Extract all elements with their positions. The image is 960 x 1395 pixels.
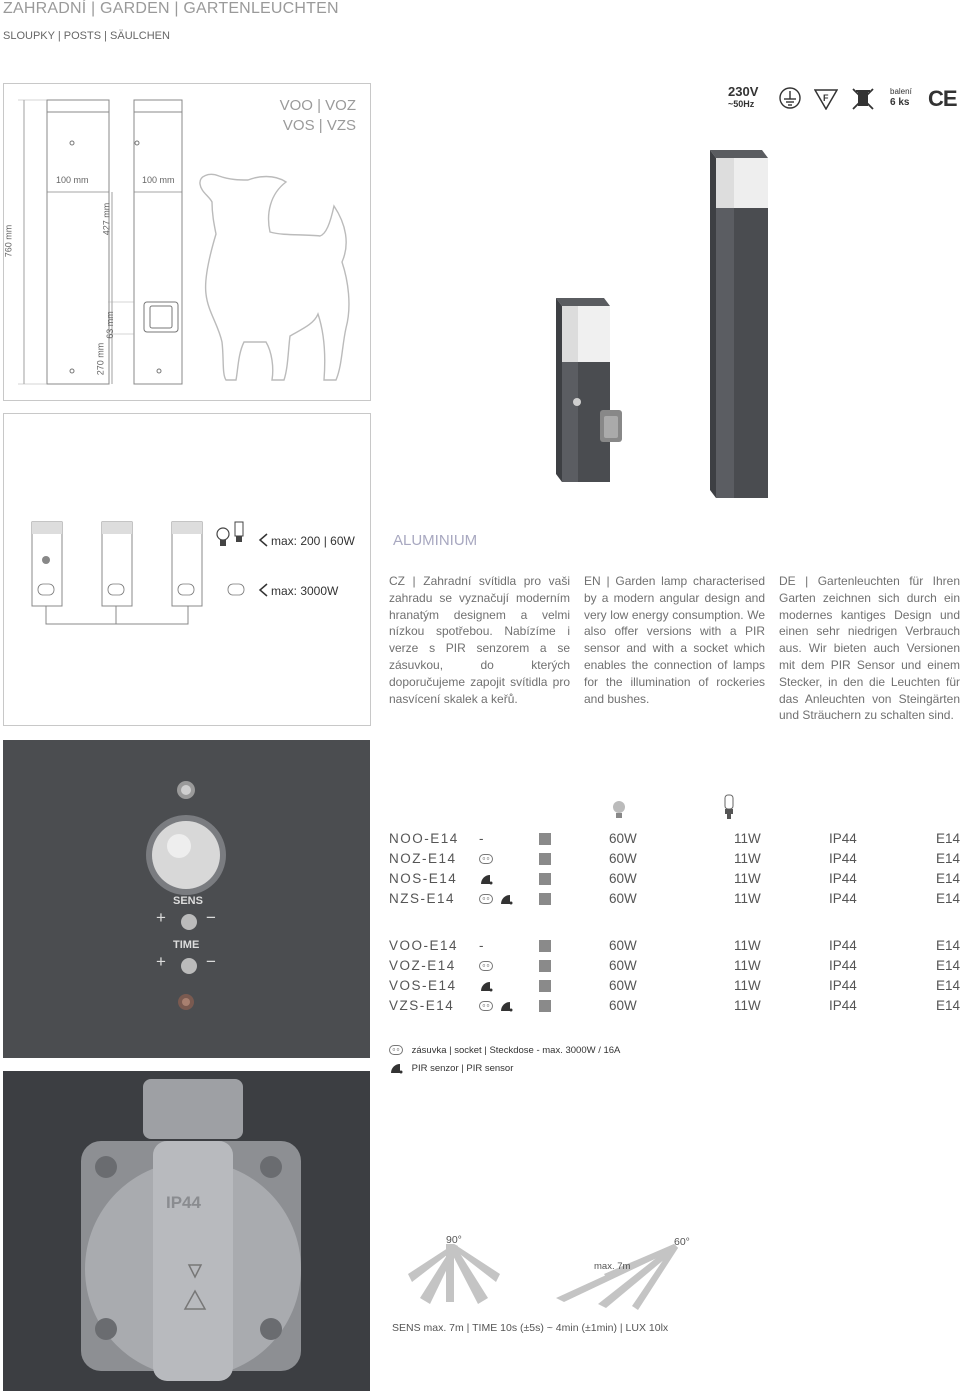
color-swatch <box>539 848 609 868</box>
dim-width-2: 100 mm <box>142 175 175 185</box>
pir-icon <box>479 873 493 885</box>
dim-height-total: 760 mm <box>3 224 14 258</box>
color-swatch <box>539 935 609 955</box>
svg-text:F: F <box>823 93 829 103</box>
color-swatch <box>539 888 609 908</box>
dimension-drawing <box>4 84 369 399</box>
pir-spec: SENS max. 7m | TIME 10s (±5s) ~ 4min (±1min) | LUX 10lx <box>392 1322 669 1334</box>
package-label: balení 6 ks <box>890 87 912 108</box>
socket-ip-label: IP44 <box>166 1193 201 1212</box>
color-swatch <box>539 995 609 1015</box>
finish-swatch <box>539 873 551 885</box>
option-icons: - <box>479 937 484 953</box>
description-en: EN | Garden lamp characterised by a modern angular design and very low energy consumption. We also offer versions with a PIR sensor and with a socket which enables the connection of lamps for the illumination of rockeries and bushes. <box>584 574 765 706</box>
f-mark-icon <box>814 88 838 110</box>
lamp-base: E14 <box>935 850 960 866</box>
color-swatch <box>539 828 609 848</box>
dim-width-1: 100 mm <box>56 175 89 185</box>
table-row <box>389 955 960 975</box>
max-bulb-label: max: 200 | 60W <box>271 534 355 548</box>
bulb-watt: 60W <box>609 850 637 866</box>
cfl-watt: 11W <box>734 890 761 906</box>
bulb-watt: 60W <box>609 870 637 886</box>
bulb-watt: 60W <box>609 830 637 846</box>
legend-socket: o o zásuvka | socket | Steckdose - max. 3000W / 16A <box>389 1045 620 1056</box>
table-row <box>389 995 960 1015</box>
sens-minus: − <box>206 908 216 927</box>
option-icons <box>479 848 539 868</box>
sens-label: SENS <box>173 895 203 907</box>
lamp-base: E14 <box>935 997 960 1013</box>
pir-icon <box>499 893 513 905</box>
model-code: NOS-E14 <box>389 870 458 886</box>
table-row <box>389 888 960 908</box>
lamp-base: E14 <box>935 957 960 973</box>
finish-swatch <box>539 960 551 972</box>
cfl-watt: 11W <box>734 870 761 886</box>
socket-icon: o o <box>479 894 493 904</box>
finish-swatch <box>539 940 551 952</box>
table-row <box>389 975 960 995</box>
color-swatch <box>539 955 609 975</box>
model-code: NOO-E14 <box>389 830 459 846</box>
ground-icon <box>778 86 802 110</box>
socket-icon: o o <box>479 1001 493 1011</box>
pir-icon <box>389 1062 403 1074</box>
sensor-photo <box>3 740 370 1058</box>
cfl-watt: 11W <box>734 850 761 866</box>
ip-rating: IP44 <box>829 957 857 973</box>
material-label: ALUMINIUM <box>393 532 478 549</box>
model-code: NOZ-E14 <box>389 850 457 866</box>
sens-plus: + <box>156 908 166 927</box>
bulb-column-icon <box>611 800 627 820</box>
table-row <box>389 848 960 868</box>
color-swatch <box>539 975 609 995</box>
wiring-box <box>3 413 371 726</box>
lamp-base: E14 <box>935 977 960 993</box>
dim-height-mid: 427 mm <box>101 202 112 236</box>
model-code: NZS-E14 <box>389 890 456 906</box>
cfl-watt: 11W <box>734 937 761 953</box>
finish-swatch <box>539 833 551 845</box>
ip-rating: IP44 <box>829 937 857 953</box>
socket-icon: o o <box>479 854 493 864</box>
spec-table-1 <box>389 828 960 908</box>
pir-angle-2: 60° <box>674 1236 690 1248</box>
max-socket-label: max: 3000W <box>271 584 339 598</box>
voltage-label: 230V ~50Hz <box>728 84 759 109</box>
page-title: ZAHRADNÍ | GARDEN | GARTENLEUCHTEN <box>3 0 339 17</box>
cfl-watt: 11W <box>734 977 761 993</box>
table-row <box>389 935 960 955</box>
wiring-diagram <box>4 414 369 724</box>
model-code: VZS-E14 <box>389 997 455 1013</box>
ip-rating: IP44 <box>829 997 857 1013</box>
time-label: TIME <box>173 939 200 951</box>
ip-rating: IP44 <box>829 977 857 993</box>
lamp-base: E14 <box>935 890 960 906</box>
ip-rating: IP44 <box>829 870 857 886</box>
time-minus: − <box>206 952 216 971</box>
socket-photo <box>3 1071 370 1391</box>
model-names: VOO | VOZ VOS | VZS <box>279 97 356 134</box>
cfl-watt: 11W <box>734 830 761 846</box>
pir-icon <box>499 1000 513 1012</box>
ce-mark: CE <box>928 86 957 111</box>
time-plus: + <box>156 952 166 971</box>
finish-swatch <box>539 1000 551 1012</box>
option-icons <box>479 975 539 995</box>
bulb-watt: 60W <box>609 997 637 1013</box>
color-swatch <box>539 868 609 888</box>
cfl-column-icon <box>722 794 736 820</box>
cfl-watt: 11W <box>734 957 761 973</box>
table-row <box>389 828 960 848</box>
spec-icons <box>728 86 958 116</box>
ip-rating: IP44 <box>829 890 857 906</box>
description-de: DE | Gartenleuchten für Ihren Garten zeichnen sich durch ein modernes kantiges Design und einen sehr niedrigen Verbrauch aus. Wir bieten auch Versionen mit dem PIR Sensor und einem Stecker, in den die Leuchten für das Anleuchten von Steingärten und Sträuchern zu schalten sind. <box>779 574 960 723</box>
description-cz: CZ | Zahradní svítidla pro vaši zahradu se vyznačují moderním hranatým designem a velmi nízkou spotřebou. Nabízíme i verze s PIR senzorem a se zásuvkou, do kterých doporučujeme zapojit svítidla pro nasvícení skalek a keřů. <box>389 574 570 706</box>
option-icons <box>479 955 539 975</box>
bulb-watt: 60W <box>609 890 637 906</box>
finish-swatch <box>539 980 551 992</box>
model-code: VOO-E14 <box>389 937 459 953</box>
option-icons <box>479 868 539 888</box>
cfl-watt: 11W <box>734 997 761 1013</box>
option-icons <box>479 995 539 1015</box>
product-render <box>540 140 800 510</box>
model-code: VOZ-E14 <box>389 957 456 973</box>
model-code: VOS-E14 <box>389 977 457 993</box>
table-row <box>389 868 960 888</box>
pir-range: max. 7m <box>594 1261 631 1272</box>
page-subtitle: SLOUPKY | POSTS | SÄULCHEN <box>3 30 170 42</box>
finish-swatch <box>539 853 551 865</box>
option-icons <box>479 888 539 908</box>
dimension-box <box>3 83 371 401</box>
socket-icon: o o <box>479 961 493 971</box>
pir-diagram <box>388 1232 708 1317</box>
dim-socket: 63 mm <box>104 311 115 339</box>
lamp-base: E14 <box>935 870 960 886</box>
pir-angle-1: 90° <box>446 1234 462 1246</box>
dim-height-low: 270 mm <box>95 342 106 376</box>
ip-rating: IP44 <box>829 850 857 866</box>
lamp-base: E14 <box>935 830 960 846</box>
no-disposal-icon <box>850 86 876 112</box>
bulb-watt: 60W <box>609 957 637 973</box>
ip-rating: IP44 <box>829 830 857 846</box>
bulb-watt: 60W <box>609 977 637 993</box>
option-icons: - <box>479 830 484 846</box>
pir-icon <box>479 980 493 992</box>
socket-icon: o o <box>389 1045 403 1055</box>
lamp-base: E14 <box>935 937 960 953</box>
finish-swatch <box>539 893 551 905</box>
spec-table-2 <box>389 935 960 1015</box>
socket-photo-drawing <box>3 1071 370 1391</box>
legend-pir: PIR senzor | PIR sensor <box>389 1062 513 1074</box>
bulb-watt: 60W <box>609 937 637 953</box>
